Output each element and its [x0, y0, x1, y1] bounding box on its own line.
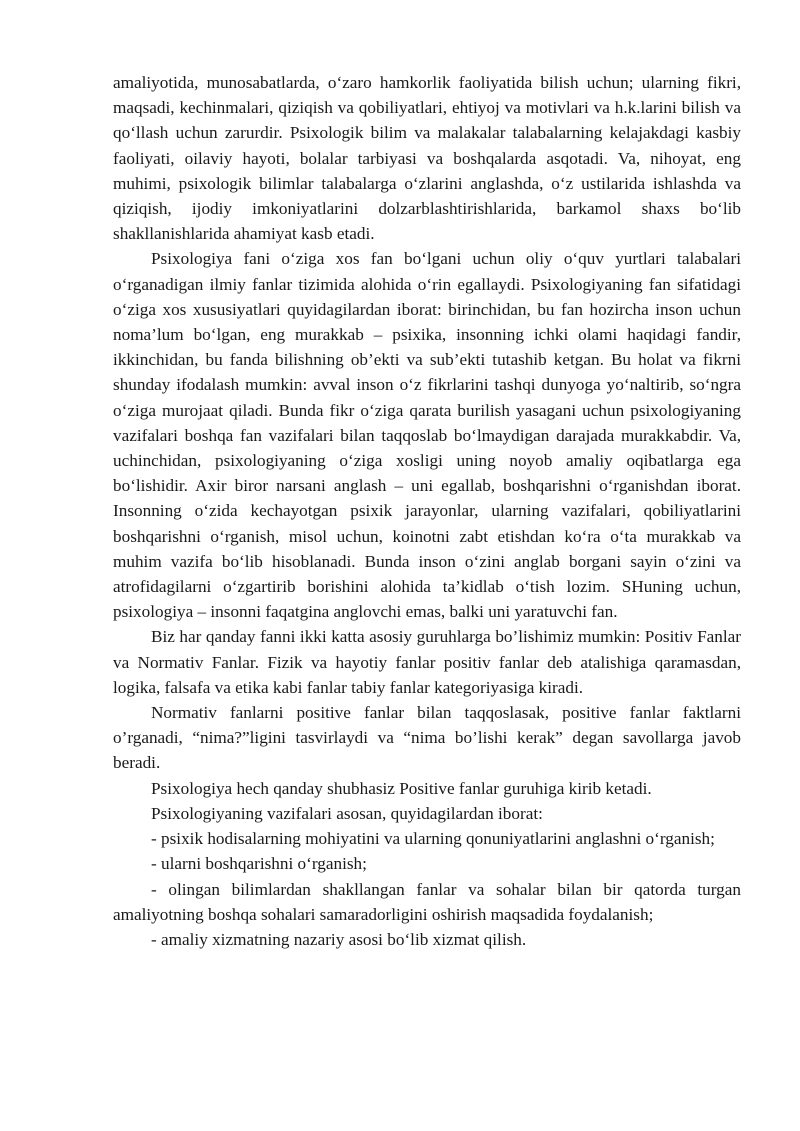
list-item-task: - ularni boshqarishni o‘rganish;	[151, 854, 367, 874]
list-item-task: - psixik hodisalarning mohiyatini va ularning qonuniyatlarini anglashni o‘rganish;	[151, 829, 715, 849]
paragraph-science-groups: Biz har qanday fanni ikki katta asosiy guruhlarga bo’lishimiz mumkin: Positiv Fanlar va Normativ Fanlar. Fizik va hayotiy fanlar positiv fanlar deb atalishiga qaramasdan, logika, falsafa va etika kabi fanlar tabiy fanlar kategoriyasiga kiradi.	[113, 627, 741, 697]
paragraph-positive-group: Psixologiya hech qanday shubhasiz Positive fanlar guruhiga kirib ketadi.	[151, 778, 652, 798]
document-page	[113, 70, 741, 952]
paragraph-continuation: amaliyotida, munosabatlarda, o‘zaro hamkorlik faoliyatida bilish uchun; ularning fikri, maqsadi, kechinmalari, qiziqish va qobiliyatlari, ehtiyoj va motivlari va h.k.larini bilish va qo‘llash uchun zarurdir. Psixologik bilim va malakalar talabalarning kelajakdagi kasbiy faoliyati, oilaviy hayoti, bolalar tarbiyasi va boshqalarda asqotadi. Va, nihoyat, eng muhimi, psixologik bilimlar talabalarga o‘zlarini anglashda, o‘z ustilarida ishlashda va qiziqish, ijodiy imkoniyatlarini dolzarblashtirishlarida, barkamol shaxs bo‘lib shakllanishlarida ahamiyat kasb etadi.	[113, 73, 741, 244]
paragraph-normative-sciences: Normativ fanlarni positive fanlar bilan taqqoslasak, positive fanlar faktlarni o’rganadi, “nima?”ligini tasvirlaydi va “nima bo’lishi kerak” degan savollarga javob beradi.	[113, 703, 741, 773]
paragraph-psychology-features: Psixologiya fani o‘ziga xos fan bo‘lgani uchun oliy o‘quv yurtlari talabalari o‘rganadigan ilmiy fanlar tizimida alohida o‘rin egallaydi. Psixologiyaning fan sifatidagi o‘ziga xos xususiyatlari quyidagilardan iborat: birinchidan, bu fan hozircha inson uchun noma’lum bo‘lgan, eng murakkab – psixika, insonning ichki olami haqidagi fandir, ikkinchidan, bu fanda bilishning ob’ekti va sub’ekti tutashib ketgan. Bu holat va fikrni shunday ifodalash mumkin: avval inson o‘z fikrlarini tashqi dunyoga yo‘naltirib, so‘ngra o‘ziga murojaat qiladi. Bunda fikr o‘ziga qarata burilish yasagani uchun psixologiyaning vazifalari boshqa fan vazifalari bilan taqqoslab bo‘lmaydigan darajada murakkabdir. Va, uchinchidan, psixologiyaning o‘ziga xosligi uning noyob amaliy oqibatlarga ega bo‘lishidir. Axir biror narsani anglash – uni egallab, boshqarishni o‘rganishdan iborat. Insonning o‘zida kechayotgan psixik jarayonlar, ularning vazifalari, qobiliyatlarini boshqarishni o‘rganish, misol uchun, koinotni zabt etishdan ko‘ra o‘ta murakkab va muhim vazifa bo‘lib hisoblanadi. Bunda inson o‘zini anglab borgani sayin o‘zini va atrofidagilarni o‘zgartirib borishini alohida ta’kidlab o‘tish lozim. SHuning uchun, psixologiya – insonni faqatgina anglovchi emas, balki uni yaratuvchi fan.	[113, 249, 741, 622]
list-item-task: - amaliy xizmatning nazariy asosi bo‘lib xizmat qilish.	[151, 929, 527, 949]
list-item-task: - olingan bilimlardan shakllangan fanlar va sohalar bilan bir qatorda turgan amaliyotning boshqa sohalari samaradorligini oshirish maqsadida foydalanish;	[113, 879, 741, 924]
paragraph-tasks-intro: Psixologiyaning vazifalari asosan, quyidagilardan iborat:	[151, 803, 543, 823]
